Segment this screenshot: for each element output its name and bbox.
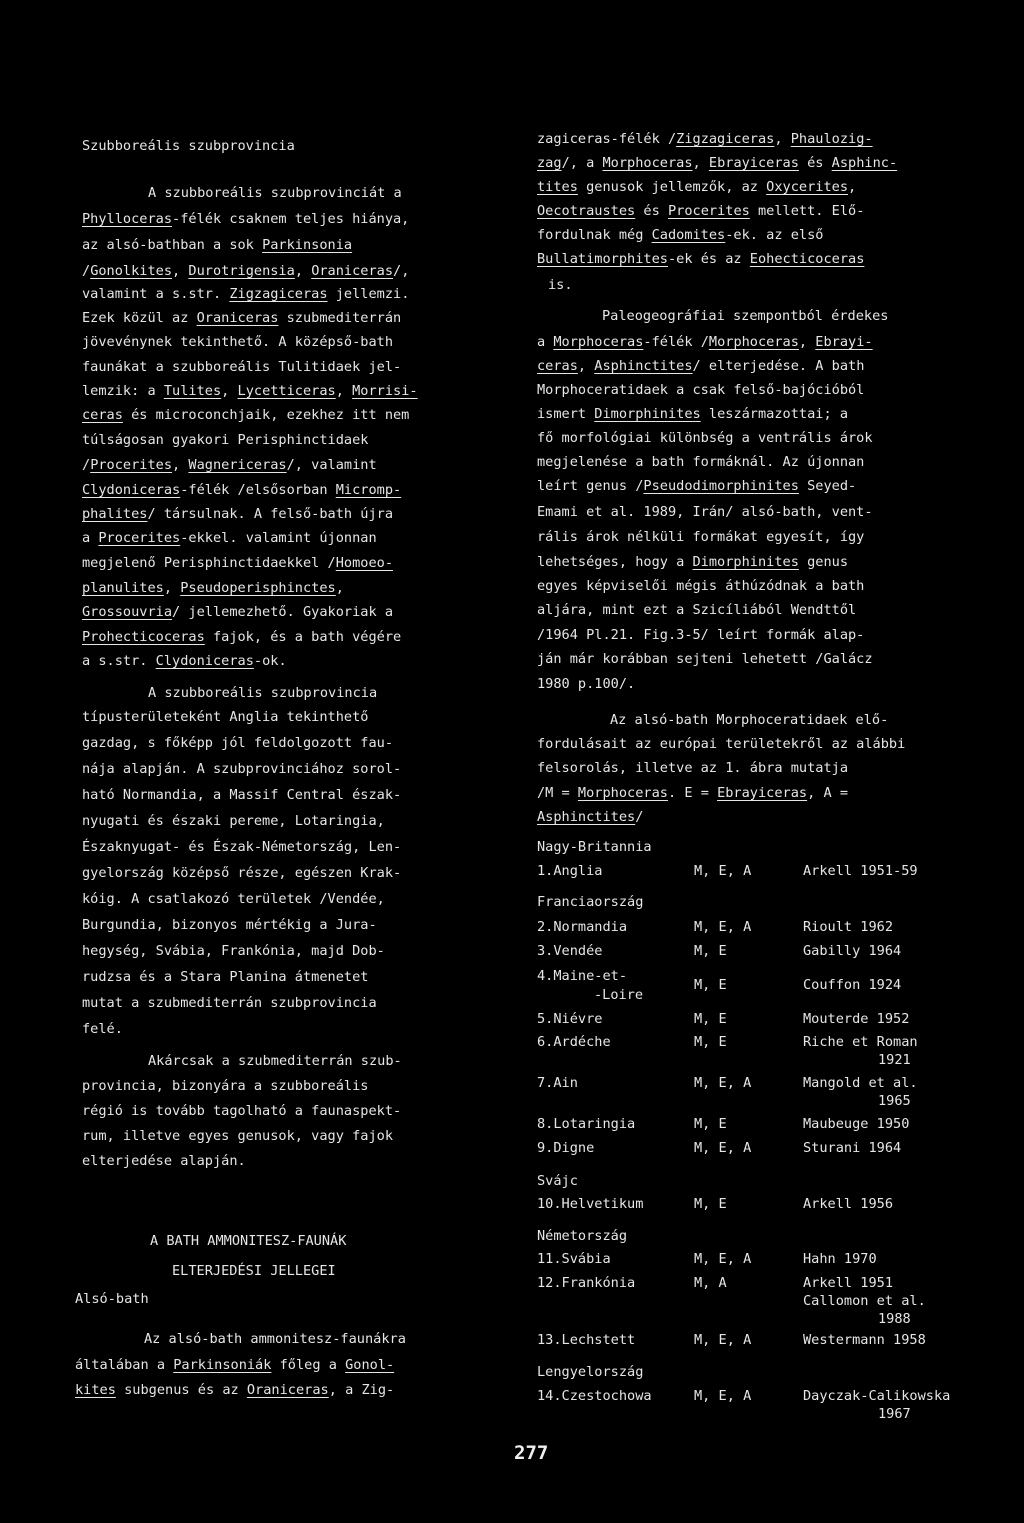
locality: 5.Niévre — [537, 1011, 603, 1027]
text-run: rudzsa és a Stara Planina átmenetet — [82, 969, 369, 985]
genus-codes: M, E — [694, 1011, 727, 1027]
right-column-line — [537, 381, 864, 399]
country-heading: Lengyelország — [537, 1364, 644, 1380]
genus-codes: M, E — [694, 943, 727, 959]
text-run: ján már korábban sejteni lehetett /Galácz — [537, 651, 873, 667]
reference: Westermann 1958 — [803, 1332, 926, 1348]
text-run: nyugati és északi pereme, Lotaringia, — [82, 813, 385, 829]
text-run: ELTERJEDÉSI JELLEGEI — [172, 1263, 336, 1279]
genus-name: Dimorphinites — [692, 554, 799, 570]
reference: Hahn 1970 — [803, 1251, 877, 1267]
reference: 1965 — [878, 1093, 911, 1109]
text-run: , — [221, 383, 238, 399]
text-run: fő morfológiai különbség a ventrális árok — [537, 430, 873, 446]
reference: Dayczak-Calikowska — [803, 1388, 951, 1404]
genus-name: Morphoceras — [602, 155, 693, 171]
reference: Arkell 1951-59 — [803, 863, 918, 879]
right-column-line — [537, 429, 873, 447]
genus-name: Morrisi- — [352, 383, 418, 399]
text-run: ható Normandia, a Massif Central észak- — [82, 787, 402, 803]
genus-name: kites — [75, 1382, 116, 1398]
genus-name: Oraniceras — [196, 310, 279, 326]
text-run: a — [82, 530, 99, 546]
genus-name: planulites — [82, 580, 164, 596]
text-run: Morphoceratidaek a csak felső-bajócióból — [537, 382, 865, 398]
right-column-line — [537, 675, 635, 693]
text-run: , — [335, 580, 344, 596]
text-run: a — [537, 334, 554, 350]
right-column-line — [537, 477, 856, 495]
text-run: -ek és az — [667, 251, 750, 267]
right-column-line — [537, 503, 873, 521]
text-run: mutat a szubmediterrán szubprovincia — [82, 995, 377, 1011]
genus-name: Morphoceras — [577, 785, 668, 801]
genus-codes: M, E, A — [694, 1388, 752, 1404]
genus-name: Micromp- — [335, 482, 402, 498]
right-column-line — [602, 307, 888, 325]
text-run: Az alsó-bath Morphoceratidaek elő- — [610, 712, 889, 728]
text-run: fordulásait az európai területekről az alábbi — [537, 736, 906, 752]
right-column-line — [537, 601, 856, 619]
text-run: felé. — [82, 1021, 123, 1037]
right-column-line — [537, 405, 848, 423]
genus-name: Ebrayi- — [815, 334, 873, 350]
genus-name: Zigzagiceras — [229, 286, 328, 302]
reference: Gabilly 1964 — [803, 943, 902, 959]
locality: 14.Czestochowa — [537, 1388, 652, 1404]
text-run: genus — [798, 554, 849, 570]
text-run: , — [335, 383, 353, 399]
text-run: , — [294, 263, 312, 279]
genus-codes: M, E — [694, 1196, 727, 1212]
text-run: -ekkel. valamint újonnan — [180, 530, 377, 546]
genus-name: tites — [537, 179, 578, 195]
text-run: megjelenése a bath formáknál. Az újonnan — [537, 454, 865, 470]
text-run: főleg a — [271, 1357, 346, 1373]
text-run: elterjedése alapján. — [82, 1153, 246, 1169]
text-run: subgenus és az — [115, 1382, 247, 1398]
reference: 1921 — [878, 1052, 911, 1068]
text-run: A szubboreális szubprovincia — [148, 685, 378, 701]
text-run: zagiceras-félék / — [537, 131, 677, 147]
genus-name: Morphoceras — [708, 334, 799, 350]
text-run: -ok. — [253, 653, 287, 669]
text-run: / — [82, 457, 91, 473]
text-run: felsorolás, illetve az 1. ábra mutatja — [537, 760, 848, 776]
text-run: / társulnak. A felső-bath újra — [147, 506, 394, 522]
genus-codes: M, E, A — [694, 1332, 752, 1348]
genus-name: Eohecticoceras — [749, 251, 865, 267]
genus-name: zag — [537, 155, 562, 171]
text-run: gyelország középső része, egészen Krak- — [82, 865, 402, 881]
country-heading: Nagy-Britannia — [537, 839, 652, 855]
text-run: leírt genus / — [537, 478, 644, 494]
genus-name: Gonolkites — [90, 263, 173, 279]
locality: 4.Maine-et- — [537, 968, 628, 984]
text-run: Északnyugat- és Észak-Németország, Len- — [82, 839, 402, 855]
genus-name: Pseudodimorphinites — [643, 478, 799, 494]
text-run: a s.str. — [82, 653, 156, 669]
reference: Arkell 1951 — [803, 1275, 894, 1291]
right-column-line — [537, 808, 643, 826]
text-run: , — [163, 580, 181, 596]
genus-name: ceras — [537, 358, 578, 374]
text-run: /, — [393, 263, 410, 279]
text-run: , — [172, 457, 189, 473]
text-run: Akárcsak a szubmediterrán szub- — [148, 1053, 402, 1069]
right-column-line — [537, 333, 873, 351]
locality: 9.Digne — [537, 1140, 595, 1156]
locality-continuation: -Loire — [594, 987, 644, 1003]
text-run: egyes képviselői mégis áthúzódnak a bath — [537, 578, 865, 594]
country-heading: Svájc — [537, 1173, 578, 1189]
genus-name: Procerites — [667, 203, 750, 219]
locality: 13.Lechstett — [537, 1332, 636, 1348]
reference: 1967 — [878, 1406, 911, 1422]
genus-codes: M, A — [694, 1275, 727, 1291]
text-run: mellett. Elő- — [749, 203, 865, 219]
text-run: / elterjedése. A bath — [692, 358, 865, 374]
right-column-line — [537, 759, 848, 777]
text-run: rális árok nélküli formákat egyesít, így — [537, 529, 865, 545]
right-column-line — [548, 276, 573, 294]
reference: Mouterde 1952 — [803, 1011, 910, 1027]
page-number: 277 — [514, 1442, 549, 1464]
text-run: /M = — [537, 785, 578, 801]
right-column-line — [610, 711, 888, 729]
genus-name: Gonol- — [345, 1357, 395, 1373]
text-run: nája alapján. A szubprovinciához sorol- — [82, 761, 402, 777]
text-run: leszármazottai; a — [700, 406, 849, 422]
genus-name: Grossouvria — [82, 604, 173, 620]
text-run: jövevénynek tekinthető. A középső-bath — [82, 334, 393, 350]
text-run: Ezek közül az — [82, 310, 197, 326]
text-run: -félék csaknem teljes hiánya, — [172, 211, 410, 227]
genus-name: Procerites — [90, 457, 173, 473]
right-column-line — [537, 154, 897, 172]
genus-name: Clydoniceras — [82, 482, 181, 498]
genus-codes: M, E, A — [694, 863, 752, 879]
right-column-line — [537, 453, 864, 471]
text-run: az alsó-bathban a sok — [82, 237, 263, 253]
genus-name: Procerites — [98, 530, 181, 546]
reference: Couffon 1924 — [803, 977, 902, 993]
locality: 6.Ardéche — [537, 1034, 611, 1050]
right-column-line — [537, 735, 905, 753]
genus-name: Pseudoperisphinctes — [180, 580, 336, 596]
locality: 8.Lotaringia — [537, 1116, 636, 1132]
genus-name: Asphinc- — [831, 155, 898, 171]
genus-name: phalites — [82, 506, 148, 522]
genus-name: Ebrayiceras — [717, 785, 808, 801]
genus-name: Homoeo- — [335, 555, 394, 571]
genus-name: Phylloceras — [82, 211, 173, 227]
text-run: -ek. az első — [725, 227, 824, 243]
text-run: , — [774, 131, 791, 147]
text-run: -félék / — [643, 334, 709, 350]
genus-codes: M, E — [694, 1116, 727, 1132]
right-column-line — [537, 130, 873, 148]
text-run: 1980 p.100/. — [537, 676, 636, 692]
genus-codes: M, E, A — [694, 1075, 752, 1091]
genus-name: Oraniceras — [311, 263, 394, 279]
genus-name: Oraniceras — [246, 1382, 329, 1398]
genus-name: Parkinsoniák — [173, 1357, 272, 1373]
text-run: / jellemezhető. Gyakoriak a — [172, 604, 394, 620]
right-column-line — [537, 650, 873, 668]
text-run: rum, illetve egyes genusok, vagy fajok — [82, 1128, 393, 1144]
text-run: túlságosan gyakori Perisphinctidaek — [82, 432, 369, 448]
locality: 10.Helvetikum — [537, 1196, 644, 1212]
reference: Mangold et al. — [803, 1075, 918, 1091]
genus-name: Bullatimorphites — [537, 251, 668, 267]
text-run: -félék /elsősorban — [180, 482, 336, 498]
locality: 3.Vendée — [537, 943, 603, 959]
text-run: , — [172, 263, 189, 279]
text-run: és — [798, 155, 832, 171]
text-run: általában a — [75, 1357, 174, 1373]
genus-codes: M, E — [694, 977, 727, 993]
genus-name: Asphinctites — [537, 809, 636, 825]
right-column-line — [537, 178, 856, 196]
text-run: /, valamint — [286, 457, 377, 473]
right-column-line — [537, 626, 864, 644]
right-column-line — [537, 226, 823, 244]
genus-name: Tulites — [163, 383, 222, 399]
reference: Maubeuge 1950 — [803, 1116, 910, 1132]
text-run: aljára, mint ezt a Szicíliából Wendttől — [537, 602, 857, 618]
text-run: Szubboreális szubprovincia — [82, 138, 295, 154]
genus-codes: M, E, A — [694, 1140, 752, 1156]
right-column-line — [537, 528, 864, 546]
reference: 1988 — [878, 1311, 911, 1327]
text-run: fajok, és a bath végére — [204, 629, 402, 645]
genus-name: Prohecticoceras — [82, 629, 205, 645]
text-run: A szubboreális szubprovinciát a — [148, 185, 402, 201]
text-run: . E = — [667, 785, 718, 801]
locality: 2.Normandia — [537, 919, 628, 935]
text-run: megjelenő Perisphinctidaekkel / — [82, 555, 336, 571]
text-run: Alsó-bath — [75, 1291, 149, 1307]
locality: 7.Ain — [537, 1075, 578, 1091]
text-run: A BATH AMMONITESZ-FAUNÁK — [150, 1233, 347, 1249]
text-run: Az alsó-bath ammonitesz-faunákra — [144, 1331, 406, 1347]
text-run: , — [692, 155, 709, 171]
genus-name: ceras — [82, 407, 123, 423]
genus-name: Cadomites — [651, 227, 726, 243]
text-run: faunákat a szubboreális Tulitidaek jel- — [82, 359, 402, 375]
locality: 1.Anglia — [537, 863, 603, 879]
genus-name: Clydoniceras — [155, 653, 254, 669]
text-run: Burgundia, bizonyos mértékig a Jura- — [82, 917, 377, 933]
genus-codes: M, E, A — [694, 919, 752, 935]
genus-name: Parkinsonia — [262, 237, 353, 253]
text-run: Emami et al. 1989, Irán/ alsó-bath, vent- — [537, 504, 873, 520]
right-column-line — [537, 357, 864, 375]
text-run: fordulnak még — [537, 227, 652, 243]
genus-name: Durotrigensia — [188, 263, 295, 279]
text-run: és microconchjaik, ezekhez itt nem — [122, 407, 410, 423]
text-run: jellemzi. — [327, 286, 410, 302]
genus-codes: M, E — [694, 1034, 727, 1050]
right-column-line — [537, 577, 864, 595]
locality: 12.Frankónia — [537, 1275, 636, 1291]
text-run: valamint a s.str. — [82, 286, 230, 302]
text-run: hegység, Svábia, Frankónia, majd Dob- — [82, 943, 385, 959]
text-run: típusterületeként Anglia tekinthető — [82, 709, 369, 725]
text-run: Seyed- — [798, 478, 857, 494]
reference: Rioult 1962 — [803, 919, 894, 935]
text-run: / — [82, 263, 91, 279]
genus-name: Oecotraustes — [537, 203, 636, 219]
genus-name: Asphinctites — [594, 358, 693, 374]
text-run: , A = — [807, 785, 849, 801]
reference: Riche et Roman — [803, 1034, 918, 1050]
genus-name: Morphoceras — [553, 334, 644, 350]
text-run: kóig. A csatlakozó területek /Vendée, — [82, 891, 385, 907]
text-run: , — [848, 179, 857, 195]
country-heading: Franciaország — [537, 894, 644, 910]
genus-codes: M, E, A — [694, 1251, 752, 1267]
text-run: provincia, bizonyára a szubboreális — [82, 1078, 369, 1094]
genus-name: Lycetticeras — [237, 383, 336, 399]
text-run: , a Zig- — [328, 1382, 395, 1398]
right-column-line — [537, 250, 864, 268]
text-run: Paleogeográfiai szempontból érdekes — [602, 308, 889, 324]
genus-name: Wagnericeras — [188, 457, 287, 473]
text-run: , — [577, 358, 595, 374]
genus-name: Oxycerites — [766, 179, 849, 195]
text-run: lemzik: a — [82, 383, 164, 399]
text-run: lehetséges, hogy a — [537, 554, 693, 570]
genus-name: Dimorphinites — [594, 406, 701, 422]
reference: Callomon et al. — [803, 1293, 926, 1309]
right-column-line — [537, 784, 848, 802]
genus-name: Phaulozig- — [790, 131, 873, 147]
text-run: szubmediterrán — [278, 310, 402, 326]
text-run: és — [635, 203, 668, 219]
reference: Arkell 1956 — [803, 1196, 894, 1212]
text-run: ismert — [537, 406, 595, 422]
text-run: /, a — [561, 155, 603, 171]
locality: 11.Svábia — [537, 1251, 611, 1267]
text-run: is. — [548, 277, 573, 293]
genus-name: Ebrayiceras — [708, 155, 799, 171]
text-run: régió is tovább tagolható a faunaspekt- — [82, 1103, 402, 1119]
text-run: / — [635, 809, 644, 825]
text-run: /1964 Pl.21. Fig.3-5/ leírt formák alap- — [537, 627, 865, 643]
genus-name: Zigzagiceras — [676, 131, 775, 147]
text-run: gazdag, s főképp jól feldolgozott fau- — [82, 735, 393, 751]
reference: Sturani 1964 — [803, 1140, 902, 1156]
text-run: , — [798, 334, 816, 350]
country-heading: Németország — [537, 1228, 628, 1244]
right-column-line — [537, 202, 864, 220]
right-column-line — [537, 553, 848, 571]
text-run: genusok jellemzők, az — [577, 179, 767, 195]
